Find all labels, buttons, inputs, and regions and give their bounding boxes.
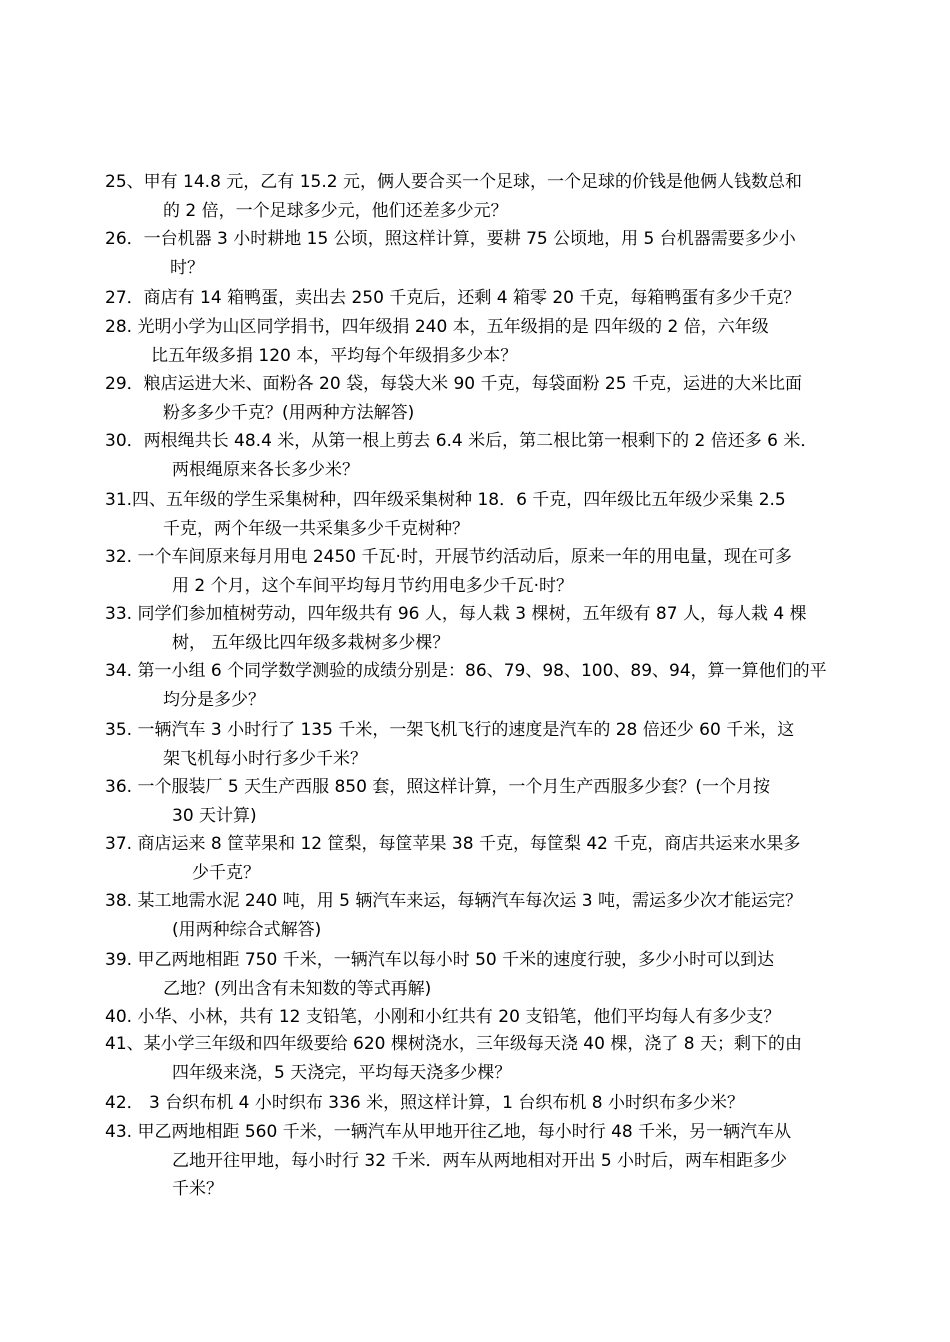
problem-first-line: 34. 第一小组 6 个同学数学测验的成绩分别是：86、79、98、100、89、94，算一算他们的平	[105, 661, 827, 681]
problem-item	[105, 370, 865, 427]
problem-first-line: 39. 甲乙两地相距 750 千米，一辆汽车以每小时 50 千米的速度行驶，多少小时可以到达	[105, 950, 775, 970]
problem-continuation-line: 乙地？(列出含有未知数的等式再解)	[163, 978, 432, 999]
problem-first-line: 27．商店有 14 箱鸭蛋，卖出去 250 千克后，还剩 4 箱零 20 千克，每箱鸭蛋有多少千克？	[105, 288, 801, 308]
problem-continuation-line: 均分是多少？	[163, 689, 265, 710]
problem-item	[105, 427, 865, 484]
problem-continuation-line: 粉多多少千克？(用两种方法解答)	[163, 402, 415, 423]
problem-continuation-line: 30 天计算)	[172, 805, 257, 826]
problem-first-line: 42． 3 台织布机 4 小时织布 336 米，照这样计算，1 台织布机 8 小时织布多少米？	[105, 1093, 744, 1113]
problem-first-line: 32. 一个车间原来每月用电 2450 千瓦·时，开展节约活动后，原来一年的用电量，现在可多	[105, 547, 792, 567]
problem-item	[105, 284, 865, 313]
problem-item	[105, 168, 865, 225]
problem-item	[105, 946, 865, 1003]
problem-item	[105, 486, 865, 543]
problem-item	[105, 657, 865, 714]
problem-first-line: 30．两根绳共长 48.4 米，从第一根上剪去 6.4 米后，第二根比第一根剩下的 2 倍还多 6 米．	[105, 431, 818, 451]
problem-item	[105, 1030, 865, 1087]
problem-first-line: 26．一台机器 3 小时耕地 15 公顷，照这样计算，要耕 75 公顷地，用 5 台机器需要多少小	[105, 229, 796, 249]
problem-continuation-line: 的 2 倍，一个足球多少元，他们还差多少元？	[163, 200, 508, 221]
problem-first-line: 35. 一辆汽车 3 小时行了 135 千米，一架飞机飞行的速度是汽车的 28 倍还少 60 千米，这	[105, 720, 795, 740]
problem-first-line: 33. 同学们参加植树劳动，四年级共有 96 人，每人栽 3 棵树，五年级有 87 人，每人栽 4 棵	[105, 604, 807, 624]
problem-item	[105, 716, 865, 773]
problem-item	[105, 1089, 865, 1118]
problem-first-line: 28. 光明小学为山区同学捐书，四年级捐 240 本，五年级捐的是 四年级的 2 倍，六年级	[105, 317, 769, 337]
problem-continuation-line: 千米？	[172, 1179, 223, 1199]
problem-continuation-line: 少千克？	[192, 862, 260, 883]
problem-continuation-line: 时？	[170, 257, 204, 278]
problem-first-line: 43. 甲乙两地相距 560 千米，一辆汽车从甲地开往乙地，每小时行 48 千米，另一辆汽车从	[105, 1122, 792, 1142]
problem-item	[105, 887, 865, 944]
problem-item	[105, 225, 865, 282]
problem-continuation-line: 架飞机每小时行多少千米？	[163, 748, 367, 769]
problem-continuation-line: (用两种综合式解答)	[172, 919, 322, 940]
problem-item	[105, 1118, 865, 1204]
problem-first-line: 36. 一个服装厂 5 天生产西服 850 套，照这样计算，一个月生产西服多少套？(一个月按	[105, 777, 770, 797]
problem-first-line: 41、某小学三年级和四年级要给 620 棵树浇水，三年级每天浇 40 棵，浇了 8 天；剩下的由	[105, 1034, 802, 1054]
problem-first-line: 31.四、五年级的学生采集树种，四年级采集树种 18．6 千克，四年级比五年级少采集 2.5	[105, 490, 786, 510]
problem-continuation-line: 四年级来浇，5 天浇完，平均每天浇多少棵？	[172, 1062, 512, 1083]
problem-continuation-line: 乙地开往甲地，每小时行 32 千米．两车从两地相对开出 5 小时后，两车相距多少	[172, 1150, 788, 1171]
problem-first-line: 38. 某工地需水泥 240 吨，用 5 辆汽车来运，每辆汽车每次运 3 吨，需运多少次才能运完？	[105, 891, 802, 911]
problem-first-line: 29．粮店运进大米、面粉各 20 袋，每袋大米 90 千克，每袋面粉 25 千克，运进的大米比面	[105, 374, 802, 394]
problem-item	[105, 600, 865, 657]
problem-continuation-line: 两根绳原来各长多少米？	[172, 459, 359, 480]
problem-item	[105, 830, 865, 887]
problem-item	[105, 1003, 865, 1032]
problem-continuation-line: 用 2 个月，这个车间平均每月节约用电多少千瓦·时？	[172, 575, 574, 596]
problem-first-line: 25、甲有 14.8 元，乙有 15.2 元，俩人要合买一个足球，一个足球的价钱是他俩人钱数总和	[105, 172, 802, 192]
problem-first-line: 40. 小华、小林，共有 12 支铅笔，小刚和小红共有 20 支铅笔，他们平均每人有多少支？	[105, 1007, 781, 1027]
problem-continuation-line: 比五年级多捐 120 本，平均每个年级捐多少本？	[151, 345, 518, 366]
problem-item	[105, 313, 865, 370]
problem-continuation-line: 千克，两个年级一共采集多少千克树种？	[163, 518, 469, 539]
problem-item	[105, 773, 865, 830]
problem-continuation-line: 树， 五年级比四年级多栽树多少棵？	[172, 632, 450, 653]
problem-item	[105, 543, 865, 600]
problem-first-line: 37. 商店运来 8 筐苹果和 12 筐梨，每筐苹果 38 千克，每筐梨 42 千克，商店共运来水果多	[105, 834, 801, 854]
